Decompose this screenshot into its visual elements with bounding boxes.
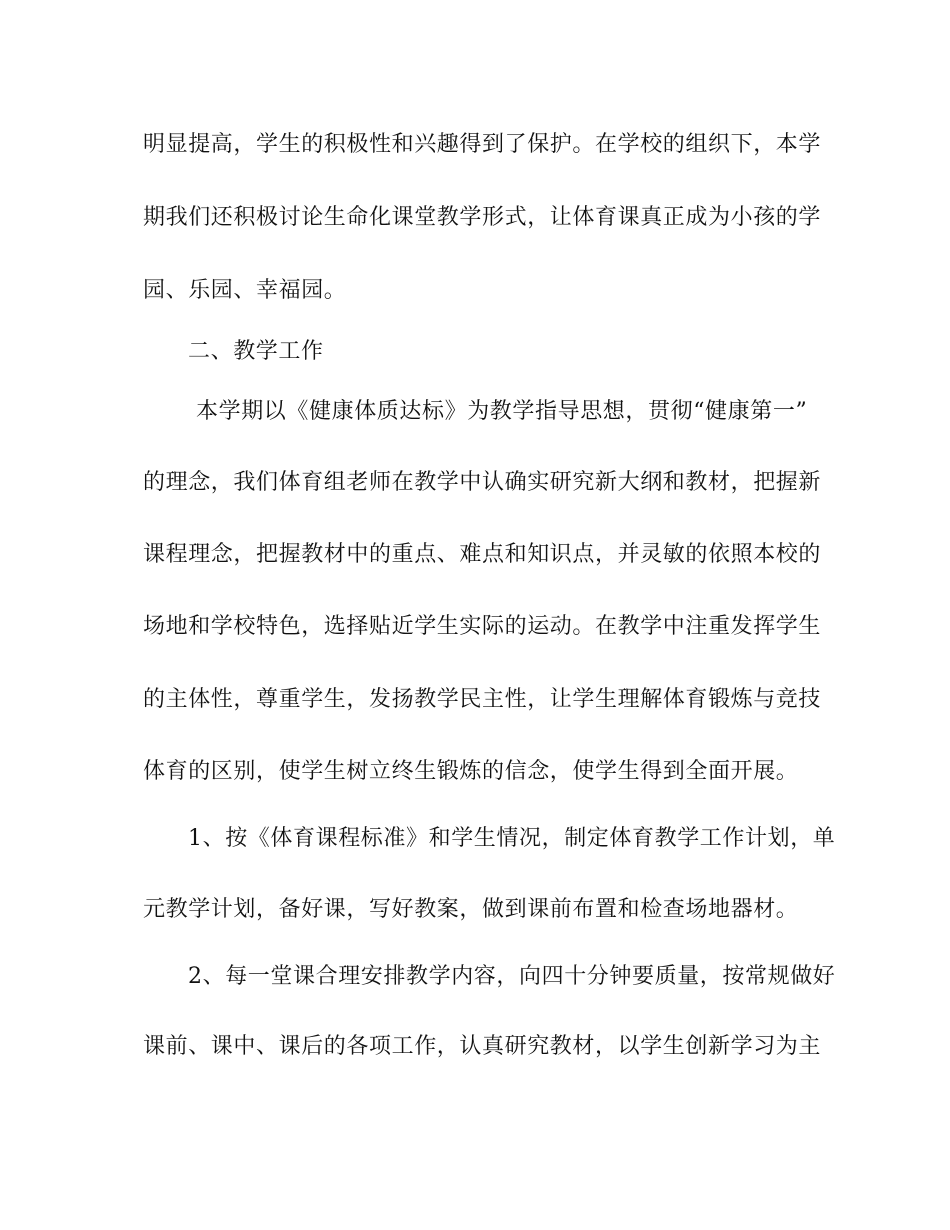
text-line: 课前、课中、课后的各项工作，认真研究教材，以学生创新学习为主 bbox=[143, 1034, 822, 1059]
text-line: 元教学计划，备好课，写好教案，做到课前布置和检查场地器材。 bbox=[143, 897, 799, 922]
text-line: 场地和学校特色，选择贴近学生实际的运动。在教学中注重发挥学生 bbox=[143, 614, 822, 639]
text-line: 明显提高，学生的积极性和兴趣得到了保护。在学校的组织下，本学 bbox=[143, 132, 822, 157]
text-line: 课程理念，把握教材中的重点、难点和知识点，并灵敏的依照本校的 bbox=[143, 542, 822, 567]
section-heading: 二、教学工作 bbox=[188, 339, 324, 364]
text-line: 的主体性，尊重学生，发扬教学民主性，让学生理解体育锻炼与竞技 bbox=[143, 687, 822, 712]
text-line: 的理念，我们体育组老师在教学中认确实研究新大纲和教材，把握新 bbox=[143, 470, 822, 495]
text-line: 园、乐园、幸福园。 bbox=[143, 278, 347, 303]
paragraph-first-line: 本学期以《健康体质达标》为教学指导思想，贯彻“健康第一” bbox=[196, 399, 808, 424]
text-line: 期我们还积极讨论生命化课堂教学形式，让体育课真正成为小孩的学 bbox=[143, 205, 822, 230]
list-item-first-line: 1、按《体育课程标准》和学生情况，制定体育教学工作计划，单 bbox=[188, 826, 836, 851]
list-item-first-line: 2、每一堂课合理安排教学内容，向四十分钟要质量，按常规做好 bbox=[188, 964, 836, 989]
text-line: 体育的区别，使学生树立终生锻炼的信念，使学生得到全面开展。 bbox=[143, 759, 799, 784]
